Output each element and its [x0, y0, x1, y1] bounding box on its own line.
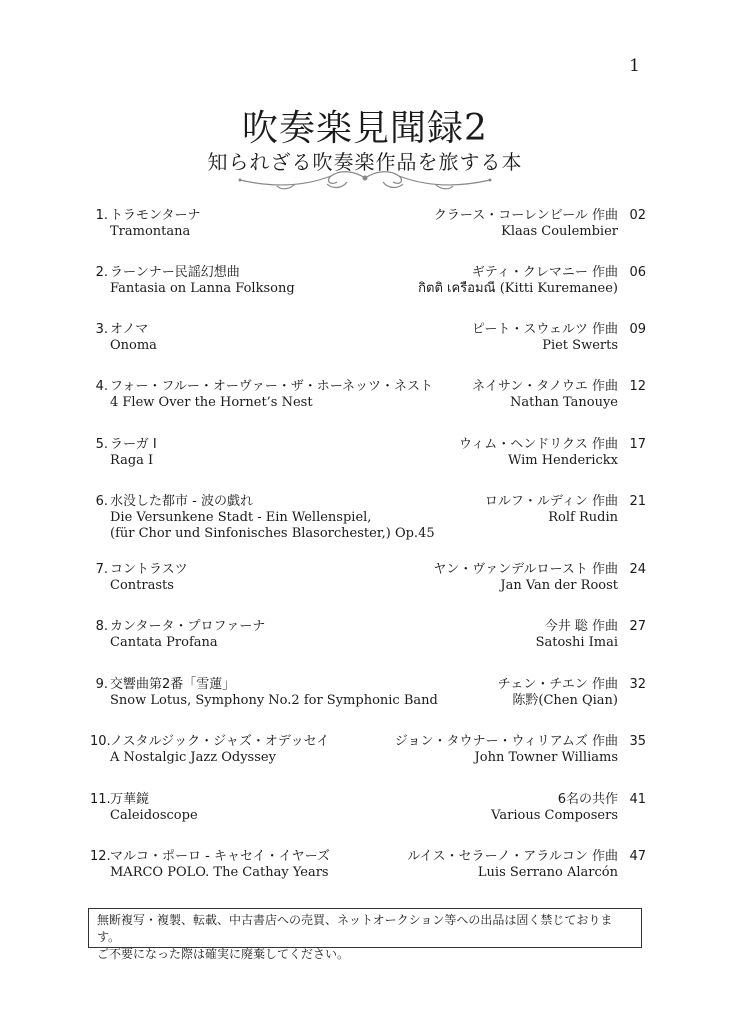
title-ja: 交響曲第2番「雪蓮」	[110, 677, 236, 692]
entry-number: 7.	[95, 562, 108, 577]
entry-page: 06	[629, 265, 646, 280]
title-ja: コントラスツ	[110, 562, 188, 577]
composer-ja: ヤン・ヴァンデルロースト 作曲	[433, 562, 618, 577]
composer-en: Luis Serrano Alarcón	[477, 865, 618, 880]
entry-page: 21	[629, 494, 646, 509]
entry-number: 9.	[95, 677, 108, 692]
composer-ja: 今井 聡 作曲	[544, 619, 618, 634]
composer-en: 陈黔(Chen Qian)	[512, 693, 618, 708]
title-en: Onoma	[110, 338, 157, 353]
title-en: MARCO POLO. The Cathay Years	[110, 865, 329, 880]
title-en: Snow Lotus, Symphony No.2 for Symphonic Band	[110, 693, 438, 708]
entry-page: 24	[629, 562, 646, 577]
entry-number: 11.	[90, 792, 111, 807]
entry-page: 02	[629, 208, 646, 223]
composer-en: Satoshi Imai	[535, 635, 618, 650]
composer-en: Rolf Rudin	[548, 510, 618, 525]
title-ja: トラモンターナ	[110, 208, 201, 223]
entry-page: 47	[629, 849, 646, 864]
title-ja: カンタータ・プロファーナ	[110, 619, 266, 634]
title-en: Contrasts	[110, 578, 174, 593]
entry-number: 6.	[95, 494, 108, 509]
composer-en: John Towner Williams	[474, 750, 618, 765]
title-en: A Nostalgic Jazz Odyssey	[110, 750, 276, 765]
composer-ja: ルイス・セラーノ・アラルコン 作曲	[407, 849, 618, 864]
title-en: 4 Flew Over the Hornet’s Nest	[110, 395, 313, 410]
composer-en: Wim Henderickx	[507, 453, 618, 468]
title-ja: 水没した都市 - 波の戯れ	[110, 494, 253, 509]
entry-page: 27	[629, 619, 646, 634]
entry-number: 12.	[90, 849, 111, 864]
title-en: Tramontana	[110, 224, 191, 239]
composer-ja: ネイサン・タノウエ 作曲	[472, 379, 618, 394]
entry-page: 32	[629, 677, 646, 692]
entry-page: 17	[629, 437, 646, 452]
entry-number: 1.	[95, 208, 108, 223]
composer-ja: 6名の共作	[557, 792, 618, 807]
composer-en: กิตติ เครือมณี (Kitti Kuremanee)	[418, 281, 618, 296]
title-ja: フォー・フルー・オーヴァー・ザ・ホーネッツ・ネスト	[110, 379, 434, 394]
composer-en: Piet Swerts	[542, 338, 618, 353]
title-en: (für Chor und Sinfonisches Blasorchester,) Op.45	[110, 526, 435, 541]
entry-page: 41	[629, 792, 646, 807]
composer-ja: ギティ・クレマニー 作曲	[471, 265, 618, 280]
title-ja: マルコ・ポーロ - キャセイ・イヤーズ	[110, 849, 330, 864]
composer-ja: ジョン・タウナー・ウィリアムズ 作曲	[394, 734, 618, 749]
title-ja: ノスタルジック・ジャズ・オデッセイ	[110, 734, 330, 749]
title-ja: ラーガ I	[110, 437, 157, 452]
title-en: Caleidoscope	[110, 808, 198, 823]
title-en: Cantata Profana	[110, 635, 218, 650]
entry-number: 8.	[95, 619, 108, 634]
composer-en: Klaas Coulembier	[501, 224, 618, 239]
notice-line: ご不要になった際は確実に廃棄してください。	[97, 947, 350, 961]
page-number: 1	[629, 56, 640, 76]
entry-number: 3.	[95, 322, 108, 337]
entry-page: 09	[629, 322, 646, 337]
title-ja: ラーンナー民謡幻想曲	[110, 265, 240, 280]
composer-ja: チェン・チエン 作曲	[497, 677, 618, 692]
title-en: Die Versunkene Stadt - Ein Wellenspiel,	[110, 510, 372, 525]
entry-number: 5.	[95, 437, 108, 452]
composer-en: Various Composers	[491, 808, 618, 823]
entry-page: 12	[629, 379, 646, 394]
composer-ja: ウィム・ヘンドリクス 作曲	[459, 437, 618, 452]
title-ja: 万華鏡	[110, 792, 150, 807]
copyright-notice	[88, 908, 642, 961]
entry-number: 10.	[90, 734, 111, 749]
title-ja: オノマ	[110, 322, 149, 337]
composer-en: Nathan Tanouye	[510, 395, 618, 410]
title-en: Fantasia on Lanna Folksong	[110, 281, 295, 296]
book-title: 吹奏楽見聞録2	[242, 108, 488, 149]
ornament-divider	[235, 166, 495, 194]
composer-ja: ロルフ・ルディン 作曲	[484, 494, 618, 509]
book-subtitle: 知られざる吹奏楽作品を旅する本	[207, 150, 523, 174]
entry-page: 35	[629, 734, 646, 749]
notice-line: 無断複写・複製、転載、中古書店への売買、ネットオークション等への出品は固く禁じております。	[97, 913, 613, 944]
composer-ja: クラース・コーレンビール 作曲	[433, 208, 618, 223]
entry-number: 2.	[95, 265, 108, 280]
composer-en: Jan Van der Roost	[500, 578, 618, 593]
title-en: Raga I	[110, 453, 154, 468]
entry-number: 4.	[95, 379, 108, 394]
composer-ja: ピート・スウェルツ 作曲	[471, 322, 618, 337]
